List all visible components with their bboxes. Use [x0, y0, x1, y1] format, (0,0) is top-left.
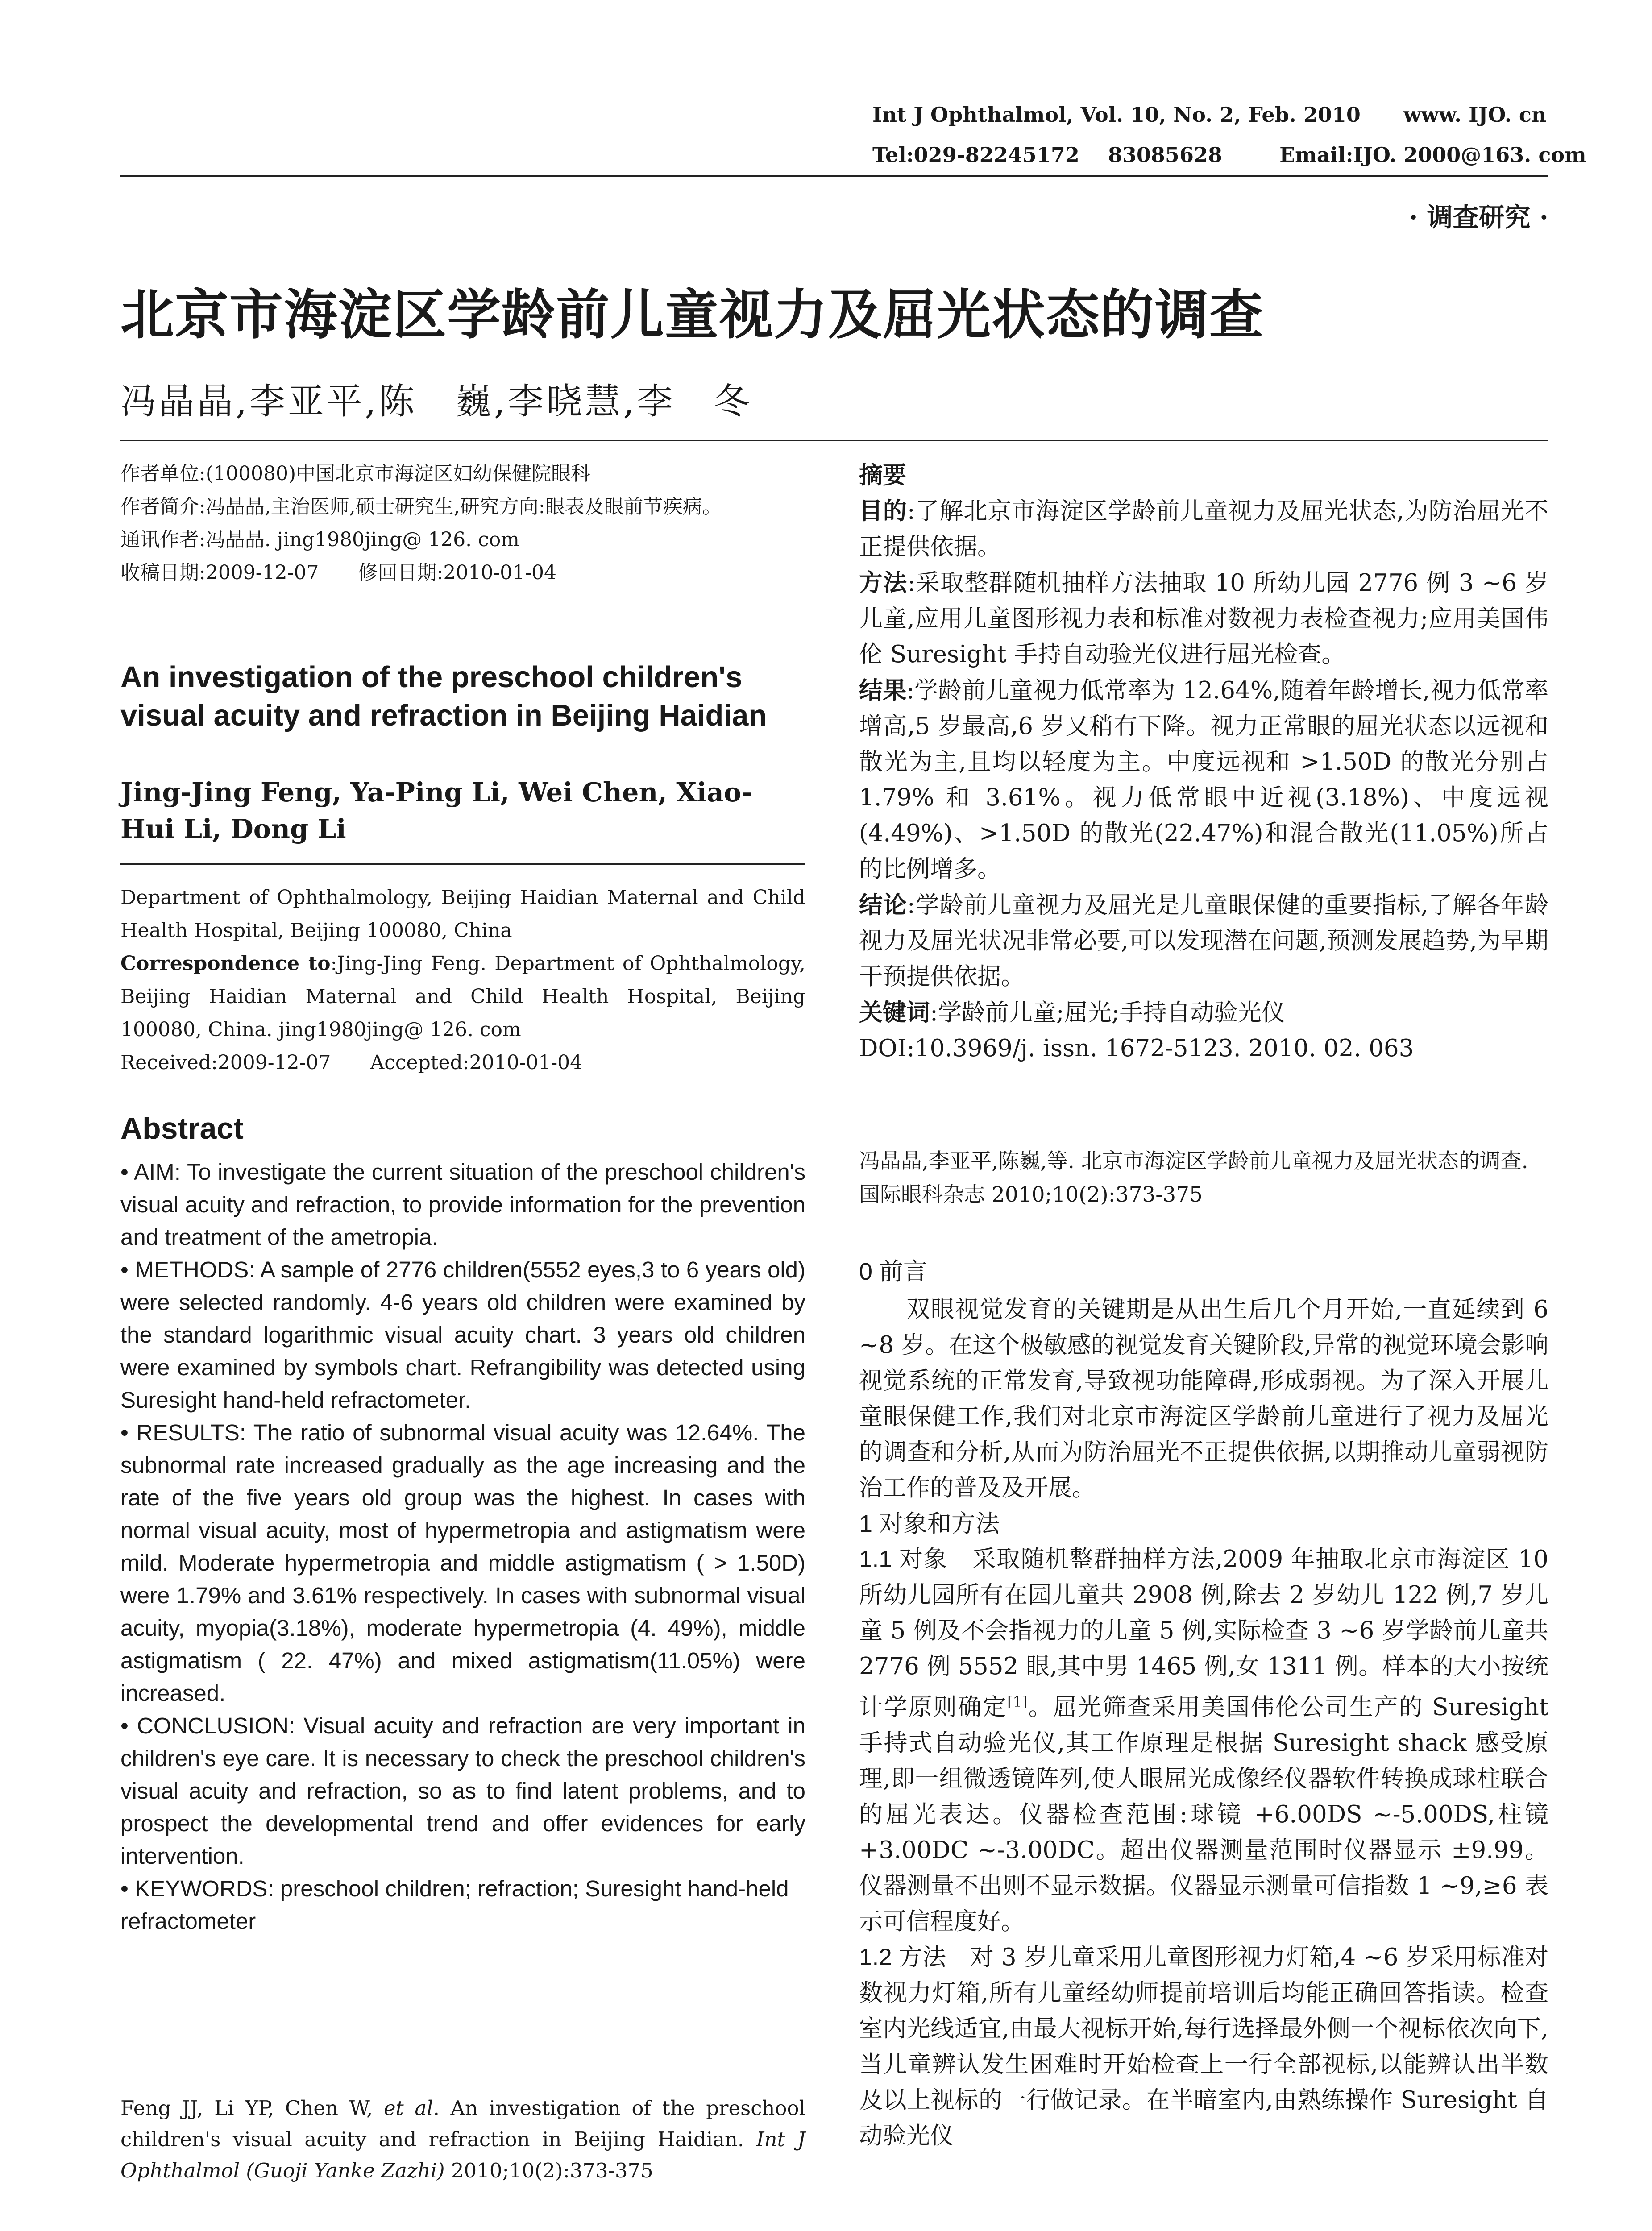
aim-label: 目的: [859, 497, 907, 525]
doi: DOI:10.3969/j. issn. 1672-5123. 2010. 02. 063: [859, 1035, 1414, 1062]
affil-en-dates: Received:2009-12-07 Accepted:2010-01-04: [120, 1051, 583, 1074]
intro-heading: 0 前言: [859, 1258, 928, 1285]
aim-text: :了解北京市海淀区学龄前儿童视力及屈光状态,为防治屈光不正提供依据。: [859, 498, 1549, 560]
body-text: [859, 1292, 1548, 2154]
section-tag: · 调查研究 ·: [1409, 202, 1548, 232]
abstract-methods: • METHODS: A sample of 2776 children(5552 eyes,3 to 6 years old) were selected randomly. 4-6 years old children were examined by the standard logarithmic visual acuity chart. 3 years old children were examined by symbols chart. Refrangibility was detected using Suresight hand-held refractometer.: [120, 1257, 805, 1413]
abstract-results: • RESULTS: The ratio of subnormal visual acuity was 12.64%. The subnormal rate increased gradually as the age increasing and the rate of the five years old group was the highest. In cases with normal visual acuity, most of hypermetropia and astigmatism were mild. Moderate hypermetropia and middle astigmatism ( > 1.50D) were 1.79% and 3.61% respectively. In cases with subnormal visual acuity, myopia(3.18%), moderate hypermetropia (4. 49%), middle astigmatism ( 22. 47%) and mixed astigmatism(11.05%) were increased.: [120, 1420, 805, 1706]
journal-date: Feb. 2010: [1248, 103, 1361, 127]
affil-en-dept: Department of Ophthalmology, Beijing Haidian Maternal and Child Health Hospital, Beijing 100080, China: [120, 886, 805, 942]
abstract-zh-methods: [859, 565, 1548, 672]
citation-zh: 冯晶晶,李亚平,陈巍,等. 北京市海淀区学龄前儿童视力及屈光状态的调查. 国际眼科杂志 2010;10(2):373-375: [859, 1149, 1528, 1207]
citation-ref: 2010;10(2):373-375: [444, 2159, 653, 2182]
methods-text: :采取整群随机抽样方法抽取 10 所幼儿园 2776 例 3 ~6 岁儿童,应用儿童图形视力表和标准对数视力表检查视力;应用美国伟伦 Suresight 手持自动验光仪进行屈光检查。: [859, 569, 1549, 668]
citation-text: . An investigation of the preschool children's visual acuity and refraction in Beijing Haidian.: [120, 2096, 805, 2151]
methods-label: 方法: [859, 569, 908, 597]
title-rule: [120, 440, 1548, 441]
author-rule: [120, 863, 805, 865]
keywords-text: :学龄前儿童;屈光;手持自动验光仪: [930, 999, 1285, 1026]
section11-paragraph: [859, 1542, 1548, 1940]
citation-etal: et al: [383, 2096, 433, 2120]
section11-label: 1.1 对象: [859, 1546, 948, 1572]
results-label: 结果: [859, 676, 907, 704]
abstract-en: [120, 1156, 805, 1937]
ref-marker: [1]: [1007, 1694, 1028, 1710]
article-title-zh: 北京市海淀区学龄前儿童视力及屈光状态的调查: [120, 285, 1264, 345]
abstract-aim: • AIM: To investigate the current situation of the preschool children's visual acuity and refraction, to provide information for the prevention and treatment of the ametropia.: [120, 1159, 805, 1250]
results-text: :学龄前儿童视力低常率为 12.64%,随着年龄增长,视力低常率增高,5 岁最高,6 岁又稍有下降。视力正常眼的屈光状态以远视和散光为主,且均以轻度为主。中度远视和 >1.50D 的散光分别占 1.79% 和 3.61%。视力低常眼中近视(3.18%)、中度远视(4.49%)、>1.50D 的散光(22.47%)和混合散光(11.05%)所占的比例增多。: [859, 677, 1548, 883]
article-title-en: An investigation of the preschool children's visual acuity and refraction in Beijing Haidian: [120, 660, 767, 732]
section12-text: 对 3 岁儿童采用儿童图形视力灯箱,4 ~6 岁采用标准对数视力灯箱,所有儿童经幼师提前培训后均能正确回答指读。检查室内光线适宜,由最大视标开始,每行选择最外侧一个视标依次向下,当儿童辨认发生困难时开始检查上一行全部视标,以能辨认出半数及以上视标的一行做记录。在半暗室内,由熟练操作 Suresight 自动验光仪: [859, 1943, 1549, 2149]
abstract-zh-results: [859, 672, 1548, 887]
corr-text: :Jing-Jing Feng. Department of Ophthalmology, Beijing Haidian Maternal and Child Health Hospital, Beijing 100080, China. jing1980jing@ 126. com: [120, 952, 806, 1041]
corr-label: Correspondence to: [120, 952, 331, 975]
journal-name: Int J Ophthalmol: [872, 103, 1067, 127]
conclusion-label: 结论: [859, 891, 907, 919]
abstract-zh-heading: 摘要: [859, 461, 906, 489]
affil-corr: 通讯作者:冯晶晶. jing1980jing@ 126. com: [120, 528, 520, 551]
section11-text-a: 采取随机整群抽样方法,2009 年抽取北京市海淀区 10 所幼儿园所有在园儿童共 2908 例,除去 2 岁幼儿 122 例,7 岁儿童 5 例及不会指视力的儿童 5 例,实际检查 3 ~6 岁学龄前儿童共 2776 例 5552 眼,其中男 1465 例,女 1311 例。样本的大小按统计学原则确定: [859, 1546, 1548, 1721]
affil-dates: 收稿日期:2009-12-07 修回日期:2010-01-04: [120, 561, 557, 584]
section12-label: 1.2 方法: [859, 1944, 946, 1970]
affil-en-corr: [120, 947, 805, 1046]
section11-text-b: 。屈光筛查采用美国伟伦公司生产的 Suresight 手持式自动验光仪,其工作原理是根据 Suresight shack 感受原理,即一组微透镜阵列,使人眼屈光成像经仪器软件转换成球柱联合的屈光表达。仪器检查范围:球镜 +6.00DS ~-5.00DS,柱镜 +3.00DC ~-3.00DC。超出仪器测量范围时仪器显示 ±9.99。仪器测量不出则不显示数据。仪器显示测量可信指数 1 ~9,≥6 表示可信程度好。: [859, 1693, 1549, 1935]
journal-header-line1: Int J Ophthalmol, Vol. 10, No. 2, Feb. 2010 www. IJO. cn: [872, 103, 1547, 127]
affil-bio: 作者简介:冯晶晶,主治医师,硕士研究生,研究方向:眼表及眼前节疾病。: [120, 495, 722, 518]
affil-unit: 作者单位:(100080)中国北京市海淀区妇幼保健院眼科: [120, 462, 591, 485]
journal-email: Email:IJO. 2000@163. com: [1279, 143, 1586, 167]
section12-paragraph: [859, 1940, 1548, 2154]
keywords-label: 关键词: [859, 999, 930, 1026]
abstract-keywords: • KEYWORDS: preschool children; refraction; Suresight hand-held refractometer: [120, 1876, 789, 1934]
journal-header-line2: [872, 143, 1586, 167]
citation-en: [120, 2093, 805, 2186]
citation-authors: Feng JJ, Li YP, Chen W,: [120, 2096, 373, 2120]
abstract-zh: [859, 457, 1548, 1066]
affiliation-en: [120, 881, 805, 1079]
affiliation-zh: [120, 457, 805, 589]
authors-zh: 冯晶晶,李亚平,陈 巍,李晓慧,李 冬: [120, 381, 752, 422]
section1-heading: 1 对象和方法: [859, 1510, 1000, 1537]
journal-tel2: 83085628: [1108, 143, 1222, 167]
journal-volume: Vol. 10: [1080, 103, 1159, 127]
journal-website: www. IJO. cn: [1403, 103, 1547, 127]
abstract-heading: Abstract: [120, 1111, 244, 1145]
abstract-conclusion: • CONCLUSION: Visual acuity and refraction are very important in children's eye care. It is necessary to check the preschool children's visual acuity and refraction, so as to find latent problems, and to prospect the developmental trend and offer evidences for early intervention.: [120, 1713, 805, 1869]
citation-journal: Int J Ophthalmol (Guoji Yanke Zazhi): [120, 2127, 805, 2182]
authors-en: Jing-Jing Feng, Ya-Ping Li, Wei Chen, Xiao-Hui Li, Dong Li: [120, 777, 752, 844]
conclusion-text: :学龄前儿童视力及屈光是儿童眼保健的重要指标,了解各年龄视力及屈光状况非常必要,可以发现潜在问题,预测发展趋势,为早期干预提供依据。: [859, 892, 1549, 990]
journal-issue: No. 2: [1173, 103, 1234, 127]
abstract-zh-keywords: [859, 995, 1548, 1031]
abstract-zh-aim: [859, 493, 1548, 565]
header-rule: [120, 175, 1548, 177]
abstract-zh-conclusion: [859, 887, 1548, 995]
intro-paragraph: 双眼视觉发育的关键期是从出生后几个月开始,一直延续到 6 ~8 岁。在这个极敏感的视觉发育关键阶段,异常的视觉环境会影响视觉系统的正常发育,导致视功能障碍,形成弱视。为了深入开展儿童眼保健工作,我们对北京市海淀区学龄前儿童进行了视力及屈光的调查和分析,从而为防治屈光不正提供依据,以期推动儿童弱视防治工作的普及及开展。: [859, 1296, 1548, 1501]
journal-tel: Tel:029-82245172: [872, 143, 1079, 167]
